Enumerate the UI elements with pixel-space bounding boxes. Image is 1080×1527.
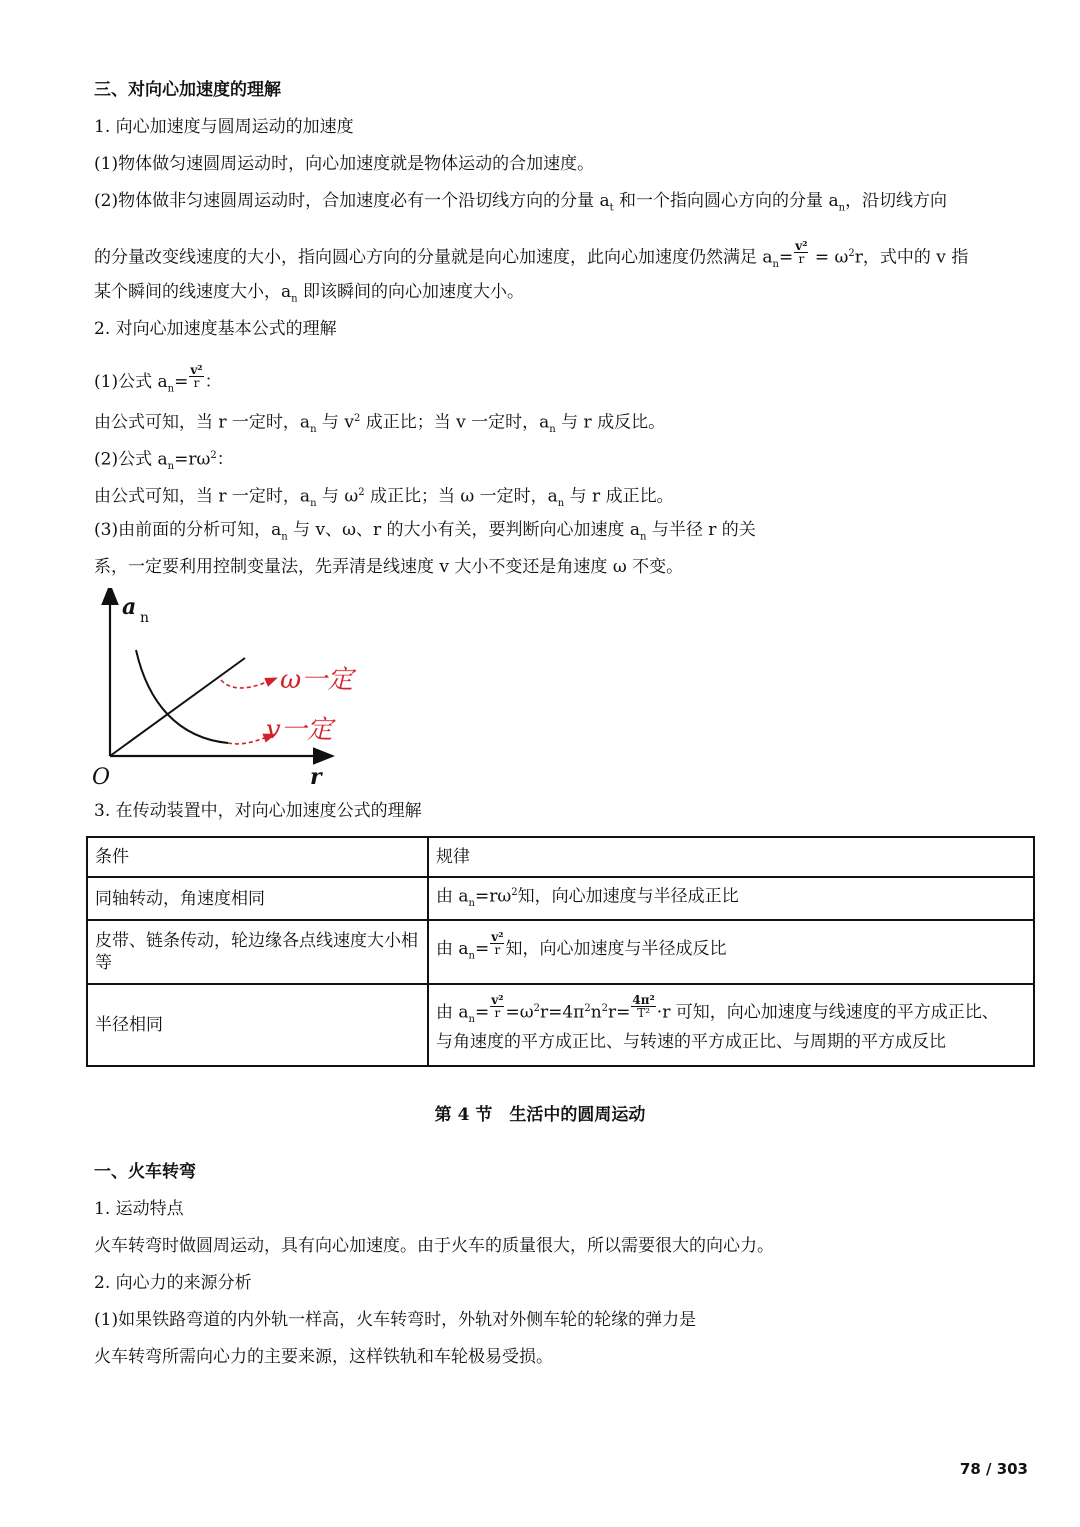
table-header-row (87, 837, 1034, 877)
table-cell: 由 $a_n=$ $\frac{\text{v²}}{r}$ $=\omega^2r=4\pi^2n^2r=$ $\frac{\text{4π²}}{\text{T²}}$ ·r 可知，向心加速度与线速度的平方成正比、 与角速度的平方成正比、与转速的平方成正比、与周期的平方成反比 (428, 984, 1034, 1066)
heading-section-1: 一、火车转弯 (94, 1162, 196, 1182)
acceleration-radius-graph (88, 588, 388, 793)
v-annotation: v一定 (266, 715, 333, 745)
heading-section-3: 三、对向心加速度的理解 (94, 80, 281, 100)
v-arrow (228, 736, 270, 744)
table-row (87, 920, 1034, 984)
paragraph: 由公式可知，当 r 一定时，$a_n$ 与 $v^2$ 成正比；当 v 一定时，$a_n$ 与 r 成反比。 (94, 412, 666, 436)
paragraph: 1. 运动特点 (94, 1199, 184, 1219)
omega-constant-line (110, 658, 245, 756)
paragraph: (3)由前面的分析可知，$a_n$ 与 v、ω、r 的大小有关，要判断向心加速度 $a_n$ 与半径 r 的关 (94, 520, 756, 543)
table-cell: 由 $a_n=r\omega^2$知，向心加速度与半径成正比 (428, 877, 1034, 920)
table-header-cell: 条件 (87, 837, 428, 877)
paragraph: 2. 向心力的来源分析 (94, 1273, 252, 1293)
paragraph: 的分量改变线速度的大小，指向圆心方向的分量就是向心加速度，此向心加速度仍然满足 $a_n=$ $\frac{\text{v²}}{r}$ = $\omega^2r$，式中的 v 指 (94, 238, 969, 271)
paragraph: 火车转弯所需向心力的主要来源，这样铁轨和车轮极易受损。 (94, 1347, 553, 1367)
table-row (87, 877, 1034, 920)
fraction: $\frac{\text{v²}}{r}$ (491, 993, 504, 1021)
formula-line: (2)公式 $a_n=r\omega^2$： (94, 449, 234, 473)
page-number: 78 / 303 (959, 1460, 1028, 1478)
fraction: $\frac{\text{v²}}{r}$ (190, 363, 203, 390)
x-axis-label: r (310, 764, 322, 790)
table-cell: 皮带、链条传动，轮边缘各点线速度大小相等 (87, 920, 428, 984)
table-cell: 由 $a_n=$ $\frac{\text{v²}}{r}$ 知，向心加速度与半径成反比 (428, 920, 1034, 984)
paragraph: 某个瞬间的线速度大小，$a_n$ 即该瞬间的向心加速度大小。 (94, 282, 524, 305)
paragraph: 由公式可知，当 r 一定时，$a_n$ 与 $\omega^2$ 成正比；当 ω 一定时，$a_n$ 与 r 成正比。 (94, 486, 674, 510)
paragraph: (2)物体做非匀速圆周运动时，合加速度必有一个沿切线方向的分量 $a_t$ 和一个指向圆心方向的分量 $a_n$，沿切线方向 (94, 191, 948, 214)
table-cell: 同轴转动，角速度相同 (87, 877, 428, 920)
fraction: $\frac{\text{v²}}{r}$ (491, 929, 504, 957)
paragraph: 2. 对向心加速度基本公式的理解 (94, 319, 337, 339)
paragraph: 系，一定要利用控制变量法，先弄清是线速度 v 大小不变还是角速度 ω 不变。 (94, 557, 684, 577)
y-axis-label-sub: n (140, 610, 150, 626)
section-title: 第 4 节 生活中的圆周运动 (434, 1105, 646, 1125)
paragraph: 3. 在传动装置中，对向心加速度公式的理解 (94, 801, 422, 821)
table-cell: 半径相同 (87, 984, 428, 1066)
v-constant-curve (136, 650, 228, 743)
transmission-table (86, 836, 1035, 1067)
origin-label: O (92, 765, 111, 790)
paragraph: (1)如果铁路弯道的内外轨一样高，火车转弯时，外轨对外侧车轮的轮缘的弹力是 (94, 1310, 697, 1330)
table-header-cell: 规律 (428, 837, 1034, 877)
fraction: $\frac{\text{v²}}{r}$ (795, 238, 808, 266)
fraction: $\frac{\text{4π²}}{\text{T²}}$ (632, 993, 655, 1021)
table-row (87, 984, 1034, 1066)
paragraph: (1)物体做匀速圆周运动时，向心加速度就是物体运动的合加速度。 (94, 154, 595, 174)
omega-annotation: ω一定 (280, 665, 354, 695)
omega-arrow (221, 680, 272, 688)
y-axis-label: a (122, 594, 137, 620)
paragraph: 火车转弯时做圆周运动，具有向心加速度。由于火车的质量很大，所以需要很大的向心力。 (94, 1236, 774, 1256)
formula-line: (1)公式 $a_n=$ $\frac{\text{v²}}{r}$ ： (94, 363, 222, 395)
paragraph: 1. 向心加速度与圆周运动的加速度 (94, 117, 354, 137)
